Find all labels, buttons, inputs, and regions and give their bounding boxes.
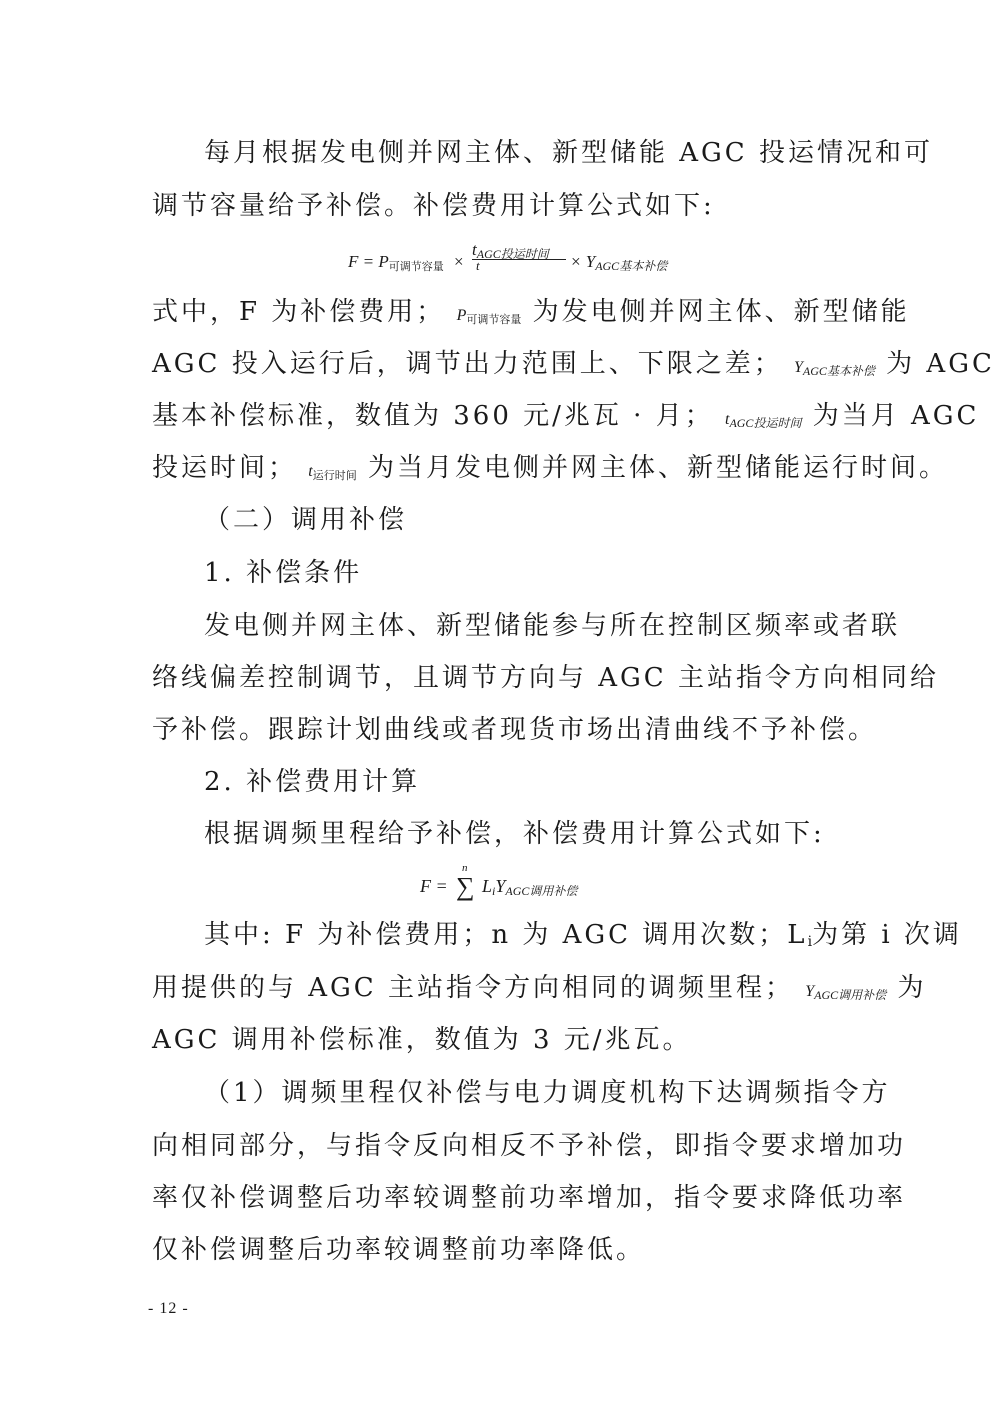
paragraph-line: 调节容量给予补偿。补偿费用计算公式如下:: [152, 191, 715, 221]
section-heading: （二）调用补偿: [204, 505, 408, 535]
item-heading: 1. 补偿条件: [204, 558, 363, 588]
fraction-bar: [472, 259, 566, 260]
symbol-t-run: $t_{运行时间}$: [308, 463, 357, 482]
paragraph-line: 其中: F 为补偿费用；n 为 AGC 调用次数；Li为第 i 次调: [204, 920, 962, 950]
symbol-y-agc-base: YAGC基本补偿: [793, 359, 875, 378]
times-sign: ×: [454, 252, 464, 271]
formula-term: LiYAGC调用补偿: [482, 876, 578, 898]
symbol-y-agc-call: YAGC调用补偿: [805, 983, 887, 1002]
paragraph-line: 式中，F 为补偿费用； $P_{可调节容量}$ 为发电侧并网主体、新型储能: [152, 297, 910, 327]
paragraph-line: 用提供的与 AGC 主站指令方向相同的调频里程； YAGC调用补偿 为: [152, 973, 927, 1003]
paragraph-line: 每月根据发电侧并网主体、新型储能 AGC 投运情况和可: [204, 138, 933, 168]
fraction-numerator: tAGC投运时间: [472, 240, 549, 261]
paragraph-line: 投运时间； $t_{运行时间}$ 为当月发电侧并网主体、新型储能运行时间。: [152, 453, 949, 483]
paragraph-line: 络线偏差控制调节，且调节方向与 AGC 主站指令方向相同给: [152, 663, 939, 693]
symbol-p-adjustable: $P_{可调节容量}$: [456, 307, 522, 326]
paragraph-line: AGC 调用补偿标准，数值为 3 元/兆瓦。: [152, 1025, 692, 1055]
sum-upper-limit: n: [462, 862, 468, 874]
paragraph-line: 予补偿。跟踪计划曲线或者现货市场出清曲线不予补偿。: [152, 715, 878, 745]
paragraph-line: 根据调频里程给予补偿，补偿费用计算公式如下:: [204, 819, 825, 849]
sum-sign: ∑: [456, 872, 475, 901]
page-number: - 12 -: [148, 1300, 189, 1317]
formula-lhs: F =: [420, 876, 448, 896]
fraction-denominator: t: [476, 258, 480, 273]
paragraph-line: AGC 投入运行后，调节出力范围上、下限之差； YAGC基本补偿 为 AGC: [152, 349, 995, 379]
formula-lhs: $F = P_{可调节容量}$: [348, 252, 444, 273]
paragraph-line: 仅补偿调整后功率较调整前功率降低。: [152, 1235, 646, 1265]
paragraph-line: 基本补偿标准，数值为 360 元/兆瓦 · 月； tAGC投运时间 为当月 AGC: [152, 401, 980, 431]
paragraph-line: 向相同部分，与指令反向相反不予补偿，即指令要求增加功: [152, 1131, 907, 1161]
item-heading: 2. 补偿费用计算: [204, 767, 421, 797]
paragraph-line: 率仅补偿调整后功率较调整前功率增加，指令要求降低功率: [152, 1183, 907, 1213]
formula-rhs: × YAGC基本补偿: [570, 252, 668, 273]
paragraph-line: （1）调频里程仅补偿与电力调度机构下达调频指令方: [204, 1078, 891, 1108]
symbol-t-agc-run: tAGC投运时间: [724, 411, 802, 430]
paragraph-line: 发电侧并网主体、新型储能参与所在控制区频率或者联: [204, 611, 901, 641]
